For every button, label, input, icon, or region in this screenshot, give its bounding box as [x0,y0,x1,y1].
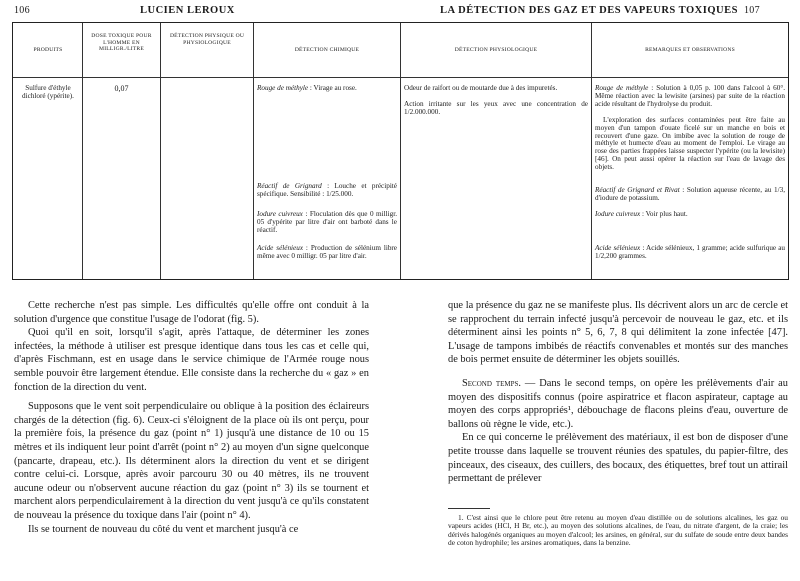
cell-physio-irritant: Action irritante sur les yeux avec une concentration de 1/2.000.000. [404,100,588,116]
cell-chem-grignard [257,183,397,199]
col-divider [400,23,401,279]
cell-rem-grignard [595,187,785,203]
cell-chem-methyl [257,85,397,93]
col-divider [591,23,592,279]
header-dose: DOSE TOXIQUE POUR L'HOMME EN MILLIGR./LITRE [91,33,152,52]
col-divider [253,23,254,279]
reagent-text: : Acide sélénieux, 1 gramme; acide sulfurique au 1/2,200 grammes. [595,244,785,260]
paragraph: Ils se tournent de nouveau du côté du vent et marchent jusqu'à ce [28,523,299,535]
reagent-name: Acide sélénieux [595,244,641,252]
reagent-name: Iodure cuivreux [595,210,641,218]
paragraph: Supposons que le vent soit perpendiculaire ou oblique à la position des éclaireurs chargés de la détection (fig. 6). Ceux-ci s'éloignent de la place où ils ont perçu, pour la première fois, la présence du gaz (point n° 1) jusqu'à une distance de 10 ou 15 mètres et ils indiquent leur point d'arrêt (point n° 2) au moyen d'un signe quelconque (pancarte, drapeau, etc.). Ils déterminent alors la direction du vent et se dirigent contre celui-ci. Lorsque, après avoir parcouru 30 ou 40 mètres, ils ne trouvent aucune odeur ou n'observent aucune réaction du gaz (point n° 3) ils se tournent et marchent alors perpendiculairement à la direction du vent jusqu'à ce qu'ils constatent de nouveau la présence du toxique dans l'air (point n° 4). [14,401,369,521]
cell-rem-methyl [595,85,785,108]
reagent-text: : Solution aqueuse récente, au 1/3, d'iodure de potassium. [595,186,785,202]
reagent-name: Réactif de Grignard et Rivat [595,186,680,194]
reagent-name: Réactif de Grignard [257,182,322,190]
reagent-text: : Virage au rose. [308,84,357,92]
cell-chem-selenieux [257,245,397,261]
right-running-head: LA DÉTECTION DES GAZ ET DES VAPEURS TOXIQUES [440,5,738,16]
left-page-number: 106 [14,5,30,16]
reagent-name: Rouge de méthyle [257,84,309,92]
cell-dose: 0,07 [114,84,129,93]
header-chimique: DÉTECTION CHIMIQUE [294,47,360,53]
footnote-rule [448,508,490,509]
detection-table [12,22,789,280]
paragraph: Quoi qu'il en soit, lorsqu'il s'agit, après l'attaque, de déterminer les zones infectées, la méthode à utiliser est presque identique dans tous les cas et celle qui, d'après Fischmann, est en usage dans le service chimique de l'Armée rouge nous semble pouvoir être largement étendue. Elle consiste dans la recherche du « gaz » en fonction de la direction du vent. [14,327,369,393]
header-physiologique: DÉTECTION PHYSIOLOGIQUE [454,47,538,53]
header-produits: PRODUITS [33,47,63,53]
header-divider [13,77,788,78]
reagent-text: : Louche et précipité spécifique. Sensibilité : 1/25.000. [257,182,397,198]
reagent-text: : Production de sélénium libre même avec 0 milligr. 05 par litre d'air. [257,244,397,260]
col-divider [82,23,83,279]
left-running-head: LUCIEN LEROUX [140,5,235,16]
header-physique: DÉTECTION PHYSIQUE OU PHYSIOLOGIQUE [169,33,245,46]
right-column-text [448,299,788,486]
reagent-name: Acide sélénieux [257,244,304,252]
cell-rem-selenieux [595,245,785,261]
footnote: 1. C'est ainsi que le chlore peut être retenu au moyen d'eau distillée ou de solutions alcalines, les gaz ou vapeurs acides (HCl, H Br, etc.), au moyen des solutions alcalines, de l'eau, du nitrate d'argent, de la craie; les dérivés halogénés organiques au moyen d'alcool; les arsines, en général, sur du sulfate de soude entre deux bandes de coton hydrophile; les arsines aromatiques, dans la benzine. [448,513,788,548]
reagent-text: : Voir plus haut. [640,210,688,218]
paragraph: que la présence du gaz ne se manifeste plus. Ils décrivent alors un arc de cercle et se rapprochent du terrain infecté jusqu'à percevoir de nouveau le gaz, etc. et ils déterminent ainsi les points n° 5, 6, 7, 8 qui délimitent la zone infectée [47]. L'usage de tampons imbibés de réactifs convenables et montés sur des manches de bois permet ensuite de déterminer les objets souillés. [448,300,788,366]
section-heading: Second temps. [462,377,521,389]
cell-chem-iodure [257,211,397,234]
paragraph [448,377,788,431]
reagent-name: Iodure cuivreux [257,210,303,218]
reagent-name: Rouge de méthyle [595,84,649,92]
cell-product: Sulfure d'éthyle dichloré (ypérite). [22,84,74,100]
right-page-number: 107 [744,5,760,16]
cell-rem-exploration: L'exploration des surfaces contaminées peut être faite au moyen d'un tampon d'ouate ficelé sur un manche en bois et recouvert d'une gaze. On imbibe avec la solution de rouge de méthyle et humecte d'eau au moment de l'emploi. Le virage au rose des parties frappées laisse suspecter l'ypérite (ou la lewisite) [46]. On peut aussi opérer la réaction sur l'eau de lavage des objets. [595,116,785,171]
paragraph: En ce qui concerne le prélèvement des matériaux, il est bon de disposer d'une petite trousse dans laquelle se trouvent réunies des spatules, du papier-filtre, des pinceaux, des ciseaux, des cuillers, des bocaux, des étiquettes, bref tout un attirail permettant de prélever [448,432,788,485]
paragraph: Cette recherche n'est pas simple. Les difficultés qu'elle offre ont conduit à la solution d'urgence que constitue l'usage de l'odorat (fig. 5). [14,300,369,325]
col-divider [160,23,161,279]
reagent-text: : Floculation dès que 0 milligr. 05 d'ypérite par litre d'air ont barboté dans le réactif. [257,210,397,234]
paragraph-text: — Dans le second temps, on opère les prélèvements d'air au moyen des dispositifs connus (poire aspiratrice et flacon aspirateur, captage au moyen des corps appropriés¹, débouchage de flacons pleins d'eau, ouverture de ballons où règne le vide, etc.). [448,377,788,430]
cell-physio-odeur: Odeur de raifort ou de moutarde due à des impuretés. [404,84,558,92]
reagent-text: : Solution à 0,05 p. 100 dans l'alcool à 60°. Même réaction avec la lewisite (arsines) par suite de la réaction acide résultant de l'hydrolyse du produit. [595,84,785,108]
header-remarques: REMARQUES ET OBSERVATIONS [645,47,735,53]
cell-rem-iodure [595,211,785,219]
left-column-text [14,299,369,536]
